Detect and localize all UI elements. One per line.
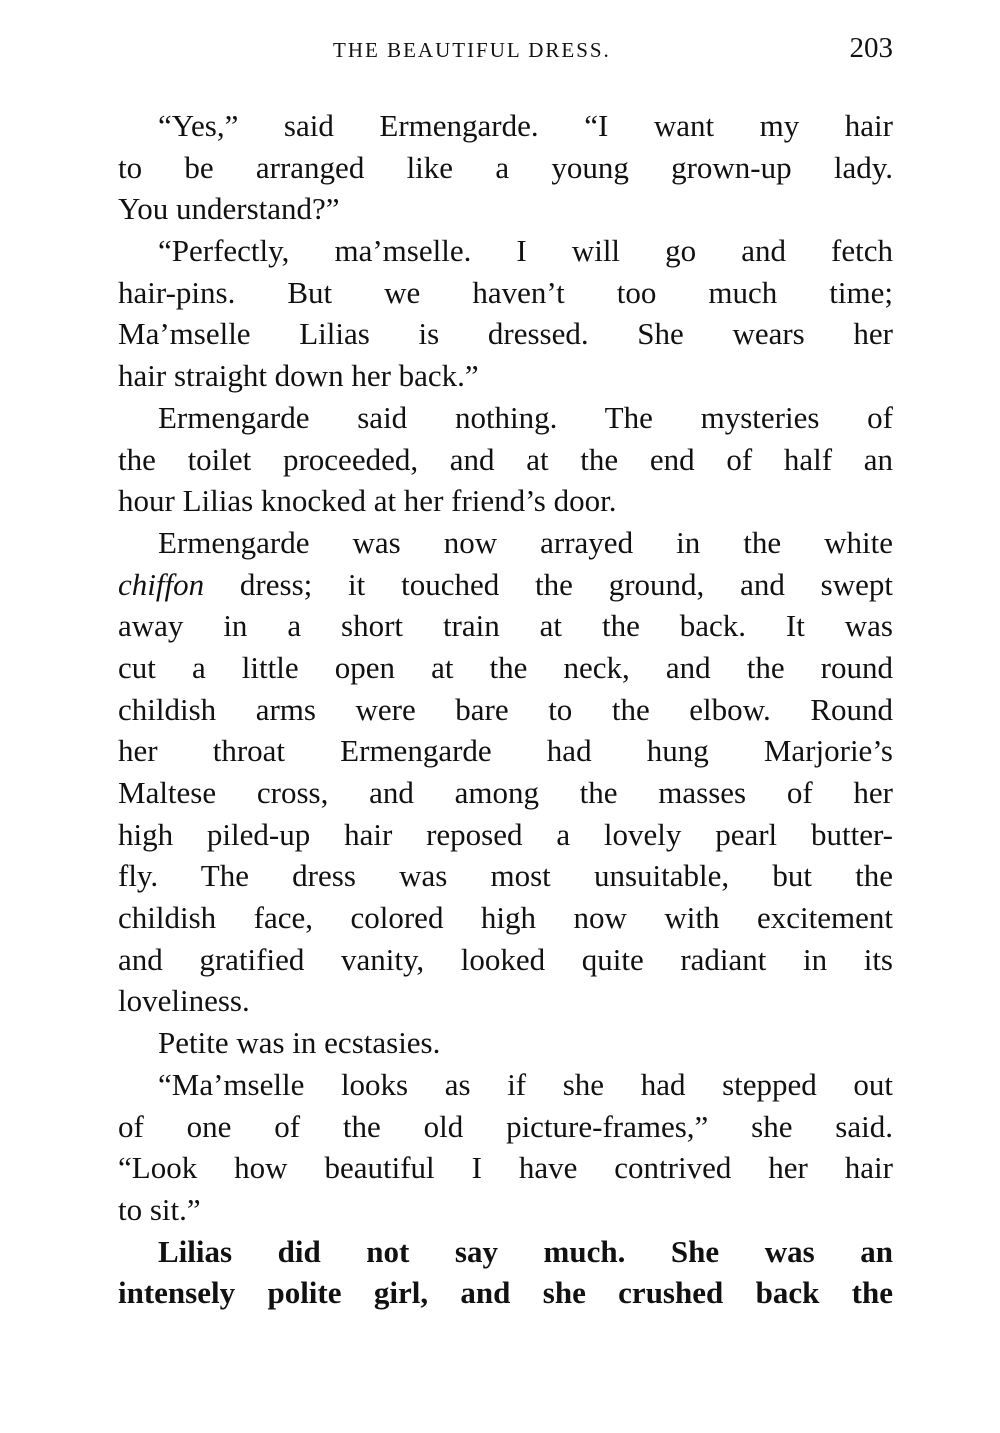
book-page [118,28,893,80]
text-line: childish arms were bare to the elbow. Round [118,691,893,727]
text-line: hair straight down her back.” [118,358,479,394]
text-line: hour Lilias knocked at her friend’s door. [118,483,617,519]
text-line: of one of the old picture-frames,” she said. [118,1108,893,1144]
text-line: “Yes,” said Ermengarde. “I want my hair [158,108,893,143]
text-line: intensely polite girl, and she crushed back the [118,1275,893,1311]
text-line: Maltese cross, and among the masses of her [118,775,893,810]
text-line: cut a little open at the neck, and the round [118,649,893,685]
text-line: Ermengarde said nothing. The mysteries of [158,399,893,435]
text-line: to be arranged like a young grown-up lady. [118,149,893,185]
text-line: to sit.” [118,1191,201,1227]
text-line: Lilias did not say much. She was an [158,1233,893,1269]
text-line: high piled-up hair reposed a lovely pearl butter- [118,816,893,852]
text-line: “Ma’mselle looks as if she had stepped out [158,1066,893,1102]
text-line: “Perfectly, ma’mselle. I will go and fetch [158,233,893,269]
text-line: Ermengarde was now arrayed in the white [158,524,893,560]
text-line: hair-pins. But we haven’t too much time; [118,274,893,310]
italic-word: chiffon [118,566,205,602]
page-number: 203 [849,32,893,64]
text-line: You understand?” [118,191,340,227]
text-line: and gratified vanity, looked quite radiant in its [118,941,893,977]
text-line: loveliness. [118,983,250,1019]
text-line: her throat Ermengarde had hung Marjorie’s [118,733,893,769]
text-line: Petite was in ecstasies. [158,1025,441,1061]
text-line: the toilet proceeded, and at the end of half an [118,441,893,477]
running-title: THE BEAUTIFUL DRESS. [333,38,611,62]
body-text [118,105,893,1314]
page-header [118,28,893,80]
text-line: Ma’mselle Lilias is dressed. She wears her [118,316,893,352]
text-line: fly. The dress was most unsuitable, but the [118,858,893,894]
text-line [118,564,893,606]
text-line: “Look how beautiful I have contrived her hair [118,1150,893,1186]
text-line: childish face, colored high now with excitement [118,900,893,936]
text-line: away in a short train at the back. It was [118,608,893,644]
line-rest: dress; it touched the ground, and swept [204,566,893,602]
